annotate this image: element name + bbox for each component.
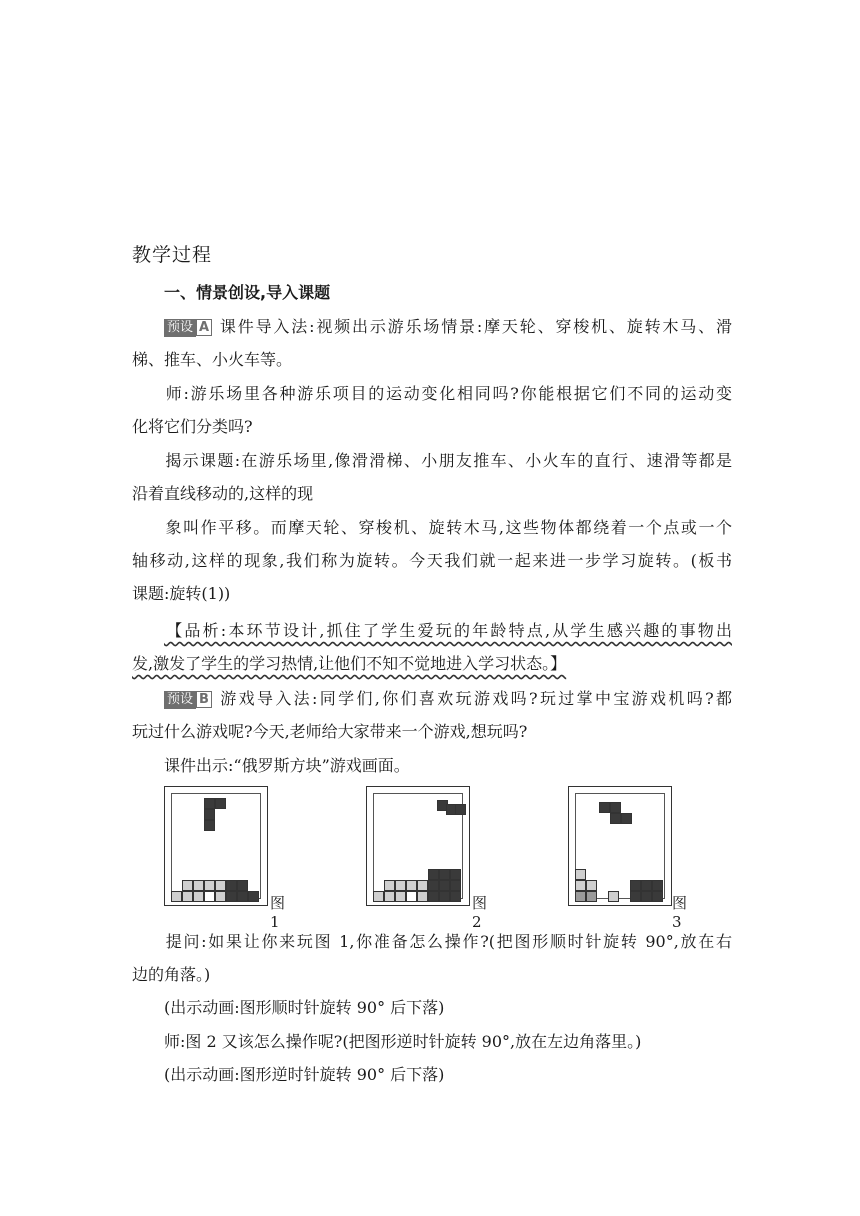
section-title: 教学过程 [132, 244, 213, 266]
preset-b-badge: 预设 B [164, 681, 212, 714]
phenomenon-line1: 象叫作平移。而摩天轮、穿梭机、旋转木马,这些物体都绕着一个点或一个 [164, 518, 732, 537]
phenomenon-line2: 轴移动,这样的现象,我们称为旋转。今天我们就一起来进一步学习旋转。(板书 [132, 551, 732, 570]
preset-b-line2: 玩过什么游戏呢?今天,老师给大家带来一个游戏,想玩吗? [132, 722, 528, 741]
question-line1: 提问:如果让你来玩图 1,你准备怎么操作?(把图形顺时针旋转 90°,放在右 [164, 932, 732, 951]
preset-b-line1: 预设 B 游戏导入法:同学们,你们喜欢玩游戏吗?玩过掌中宝游戏机吗?都 [132, 682, 732, 716]
analysis-line1: 【品析:本环节设计,抓住了学生爱玩的年龄特点,从学生感兴趣的事物出 [164, 621, 732, 640]
preset-a-line2: 梯、推车、小火车等。 [132, 350, 293, 369]
analysis-line2: 发,激发了学生的学习热情,让他们不知不觉地进入学习状态。】 [132, 654, 567, 673]
phenomenon-line3: 课题:旋转(1)) [132, 584, 231, 603]
animation-note-2: (出示动画:图形逆时针旋转 90° 后下落) [164, 1065, 445, 1084]
figure-3-label: 图 3 [672, 894, 688, 931]
reveal-line2: 沿着直线移动的,这样的现 [132, 484, 314, 503]
question-line2: 边的角落。) [132, 965, 211, 984]
sub-heading: 一、情景创设,导入课题 [164, 283, 331, 302]
preset-a-line1: 预设 A 课件导入法:视频出示游乐场情景:摩天轮、穿梭机、旋转木马、滑 [132, 310, 732, 344]
teacher-q2: 师:图 2 又该怎么操作呢?(把图形逆时针旋转 90°,放在左边角落里。) [164, 1032, 642, 1051]
courseware-line: 课件出示:“俄罗斯方块”游戏画面。 [164, 756, 410, 775]
teacher-q1-line1: 师:游乐场里各种游乐项目的运动变化相同吗?你能根据它们不同的运动变 [164, 384, 732, 403]
teacher-q1-line2: 化将它们分类吗? [132, 417, 253, 436]
animation-note-1: (出示动画:图形顺时针旋转 90° 后下落) [164, 998, 445, 1017]
reveal-line1: 揭示课题:在游乐场里,像滑滑梯、小朋友推车、小火车的直行、速滑等都是 [164, 451, 732, 470]
preset-a-badge: 预设 A [164, 309, 212, 342]
figure-1-label: 图 1 [270, 894, 286, 931]
figure-2-label: 图 2 [472, 894, 488, 931]
